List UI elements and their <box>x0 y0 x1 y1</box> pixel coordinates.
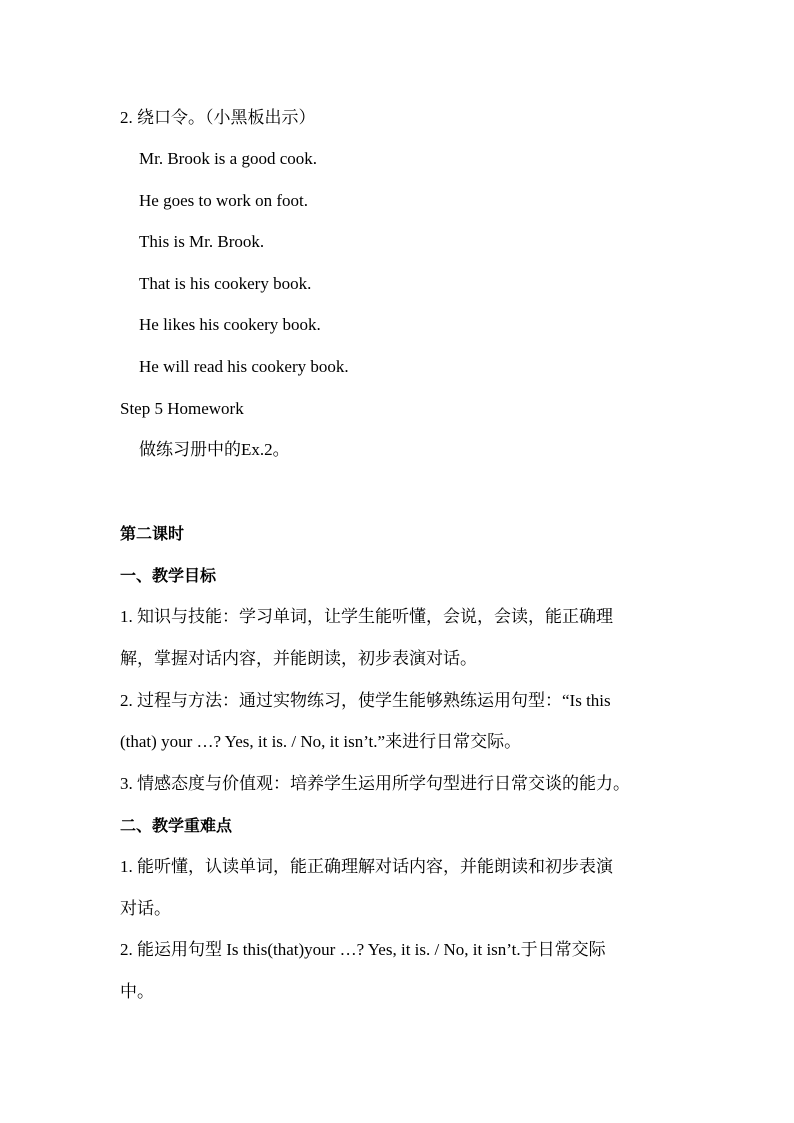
goal-3-line-1: 3. 情感态度与价值观：培养学生运用所学句型进行日常交谈的能力。 <box>120 774 630 793</box>
tongue-twister-line-1: Mr. Brook is a good cook. <box>139 149 318 168</box>
tongue-twister-line-5: He likes his cookery book. <box>139 315 321 334</box>
homework-text: 做练习册中的Ex.2。 <box>139 440 290 459</box>
keypoint-1-line-2: 对话。 <box>120 899 171 918</box>
lesson-title: 第二课时 <box>120 524 185 543</box>
goal-2-line-1: 2. 过程与方法：通过实物练习，使学生能够熟练运用句型：“Is this <box>120 691 611 710</box>
tongue-twister-line-3: This is Mr. Brook. <box>139 232 265 251</box>
tongue-twister-line-6: He will read his cookery book. <box>139 357 349 376</box>
tongue-twister-line-2: He goes to work on foot. <box>139 191 309 210</box>
keypoints-heading: 二、教学重难点 <box>120 816 233 835</box>
goal-2-line-2: (that) your …? Yes, it is. / No, it isn’t.”来进行日常交际。 <box>120 732 522 751</box>
tongue-twister-title: 2. 绕口令。（小黑板出示） <box>120 108 316 127</box>
step5-heading: Step 5 Homework <box>120 399 244 418</box>
tongue-twister-line-4: That is his cookery book. <box>139 274 312 293</box>
goal-1-line-2: 解，掌握对话内容，并能朗读，初步表演对话。 <box>120 649 477 668</box>
goal-1-line-1: 1. 知识与技能：学习单词，让学生能听懂，会说，会读，能正确理 <box>120 607 613 626</box>
keypoint-1-line-1: 1. 能听懂，认读单词，能正确理解对话内容，并能朗读和初步表演 <box>120 857 613 876</box>
keypoint-2-line-2: 中。 <box>120 982 154 1001</box>
keypoint-2-line-1: 2. 能运用句型 Is this(that)your …? Yes, it is. / No, it isn’t.于日常交际 <box>120 940 606 959</box>
goals-heading: 一、教学目标 <box>120 566 217 585</box>
